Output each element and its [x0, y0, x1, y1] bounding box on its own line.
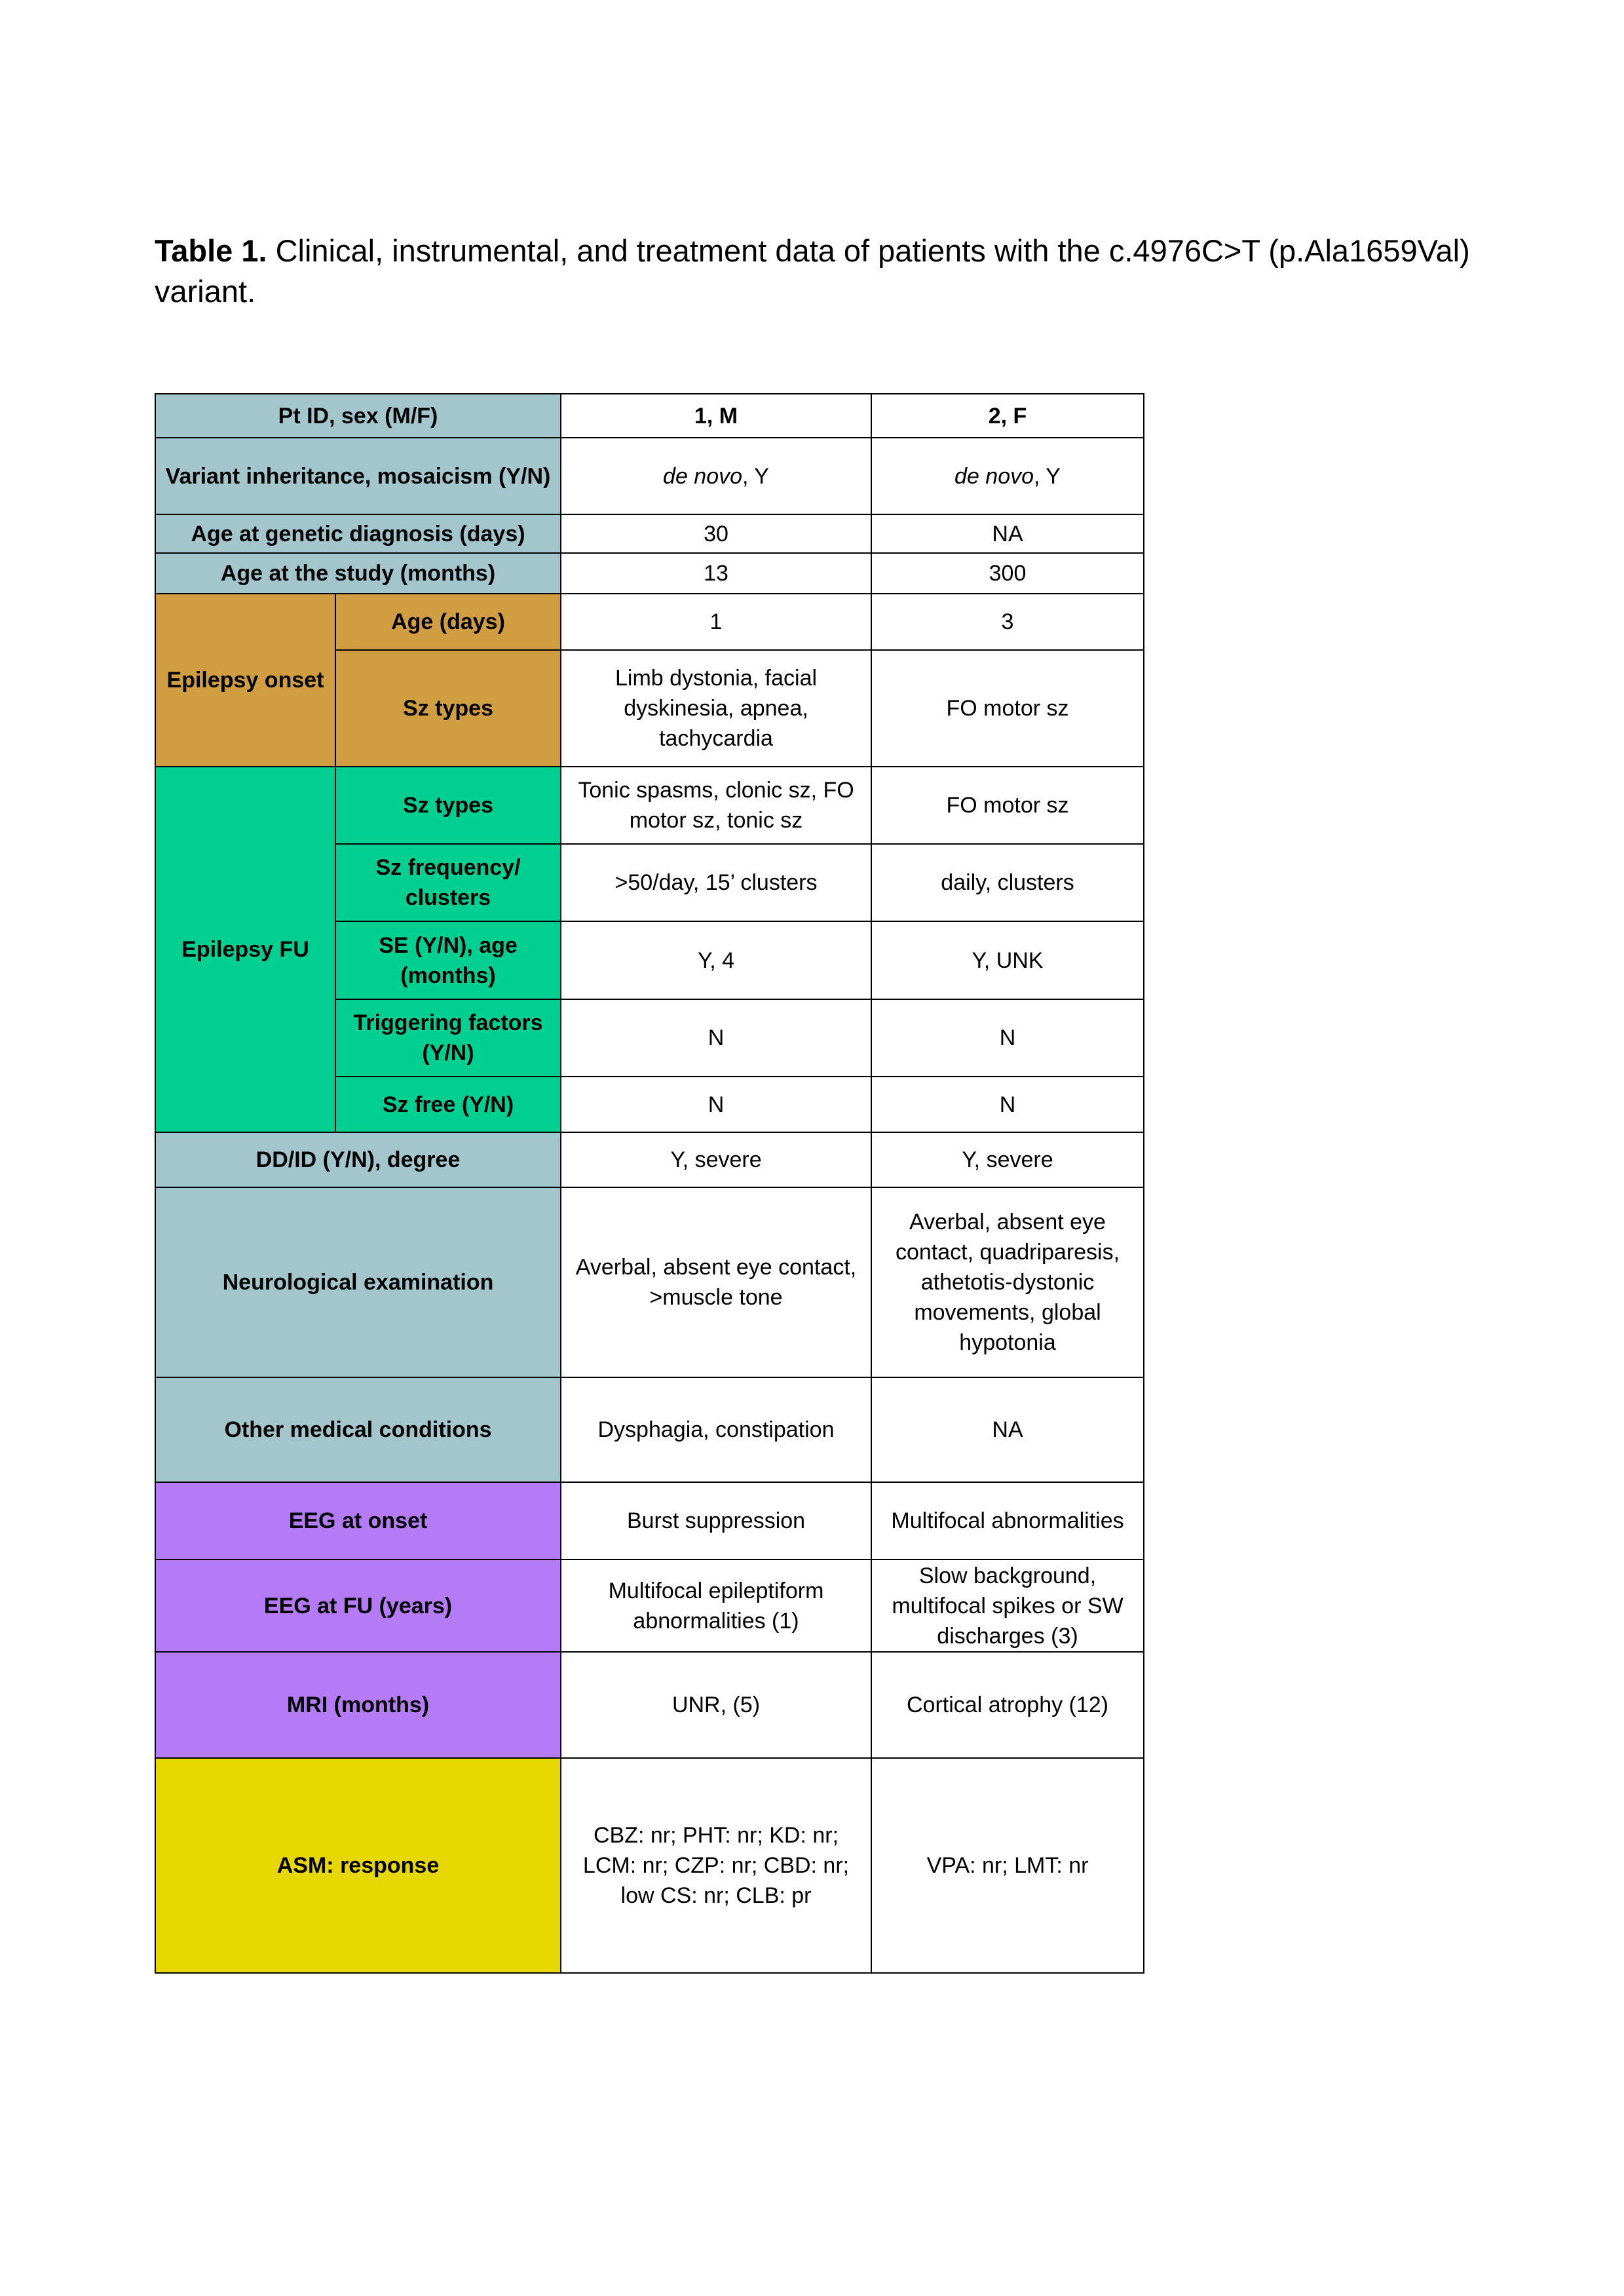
fu-se-p2: Y, UNK	[871, 921, 1144, 999]
onset-sz-types-p1: Limb dystonia, facial dyskinesia, apnea, tachycardia	[561, 650, 871, 767]
table-caption	[155, 231, 1491, 312]
mri-label: MRI (months)	[155, 1652, 561, 1758]
age-dx-p2: NA	[871, 514, 1144, 553]
eeg-fu-label: EEG at FU (years)	[155, 1559, 561, 1652]
table-row	[155, 1559, 1144, 1652]
table-row	[155, 514, 1144, 553]
table-row	[155, 1377, 1144, 1482]
inheritance-p1	[561, 438, 871, 514]
fu-trigger-label: Triggering factors (Y/N)	[335, 999, 561, 1077]
table-row	[155, 594, 1144, 650]
fu-sz-free-p2: N	[871, 1077, 1144, 1132]
fu-sz-free-label: Sz free (Y/N)	[335, 1077, 561, 1132]
epilepsy-fu-group: Epilepsy FU	[155, 767, 335, 1132]
neuro-label: Neurological examination	[155, 1187, 561, 1377]
eeg-onset-label: EEG at onset	[155, 1482, 561, 1559]
fu-sz-freq-p1: >50/day, 15’ clusters	[561, 844, 871, 921]
other-label: Other medical conditions	[155, 1377, 561, 1482]
mri-p2: Cortical atrophy (12)	[871, 1652, 1144, 1758]
onset-age-p2: 3	[871, 594, 1144, 650]
fu-sz-types-p1: Tonic spasms, clonic sz, FO motor sz, tonic sz	[561, 767, 871, 844]
other-p1: Dysphagia, constipation	[561, 1377, 871, 1482]
asm-p2: VPA: nr; LMT: nr	[871, 1758, 1144, 1973]
fu-sz-types-p2: FO motor sz	[871, 767, 1144, 844]
neuro-p1: Averbal, absent eye contact, >muscle tone	[561, 1187, 871, 1377]
fu-sz-freq-p2: daily, clusters	[871, 844, 1144, 921]
fu-sz-types-label: Sz types	[335, 767, 561, 844]
fu-sz-freq-label: Sz frequency/ clusters	[335, 844, 561, 921]
epilepsy-onset-group: Epilepsy onset	[155, 594, 335, 767]
other-p2: NA	[871, 1377, 1144, 1482]
inheritance-p2-rest: , Y	[1034, 463, 1061, 489]
patient-2-header: 2, F	[871, 394, 1144, 438]
inheritance-p2	[871, 438, 1144, 514]
patient-1-header: 1, M	[561, 394, 871, 438]
onset-sz-types-p2: FO motor sz	[871, 650, 1144, 767]
eeg-fu-p1: Multifocal epileptiform abnormalities (1)	[561, 1559, 871, 1652]
fu-se-p1: Y, 4	[561, 921, 871, 999]
onset-age-p1: 1	[561, 594, 871, 650]
fu-trigger-p2: N	[871, 999, 1144, 1077]
fu-sz-free-p1: N	[561, 1077, 871, 1132]
asm-p1: CBZ: nr; PHT: nr; KD: nr; LCM: nr; CZP: nr; CBD: nr; low CS: nr; CLB: pr	[561, 1758, 871, 1973]
eeg-fu-p2: Slow background, multifocal spikes or SW discharges (3)	[871, 1559, 1144, 1652]
caption-text: Clinical, instrumental, and treatment data of patients with the c.4976C>T (p.Ala1659Val) variant.	[155, 233, 1470, 309]
caption-label: Table 1.	[155, 233, 267, 268]
table-row	[155, 1187, 1144, 1377]
mri-p1: UNR, (5)	[561, 1652, 871, 1758]
inheritance-label: Variant inheritance, mosaicism (Y/N)	[155, 438, 561, 514]
ddid-p1: Y, severe	[561, 1132, 871, 1187]
eeg-onset-p2: Multifocal abnormalities	[871, 1482, 1144, 1559]
fu-se-label: SE (Y/N), age (months)	[335, 921, 561, 999]
clinical-data-table	[155, 393, 1144, 1974]
table-row	[155, 1482, 1144, 1559]
onset-sz-types-label: Sz types	[335, 650, 561, 767]
onset-age-label: Age (days)	[335, 594, 561, 650]
table-row	[155, 438, 1144, 514]
age-study-p1: 13	[561, 553, 871, 594]
ddid-p2: Y, severe	[871, 1132, 1144, 1187]
inheritance-p1-italic: de novo	[663, 463, 743, 489]
table-row	[155, 767, 1144, 844]
age-study-p2: 300	[871, 553, 1144, 594]
table-row	[155, 553, 1144, 594]
neuro-p2: Averbal, absent eye contact, quadriparesis, athetotis-dystonic movements, global hypotonia	[871, 1187, 1144, 1377]
age-dx-p1: 30	[561, 514, 871, 553]
eeg-onset-p1: Burst suppression	[561, 1482, 871, 1559]
age-study-label: Age at the study (months)	[155, 553, 561, 594]
ddid-label: DD/ID (Y/N), degree	[155, 1132, 561, 1187]
table-row	[155, 1758, 1144, 1973]
age-dx-label: Age at genetic diagnosis (days)	[155, 514, 561, 553]
inheritance-p2-italic: de novo	[954, 463, 1034, 489]
header-label: Pt ID, sex (M/F)	[155, 394, 561, 438]
table-row	[155, 394, 1144, 438]
table-row	[155, 1132, 1144, 1187]
asm-label: ASM: response	[155, 1758, 561, 1973]
fu-trigger-p1: N	[561, 999, 871, 1077]
table-row	[155, 1652, 1144, 1758]
inheritance-p1-rest: , Y	[742, 463, 769, 489]
